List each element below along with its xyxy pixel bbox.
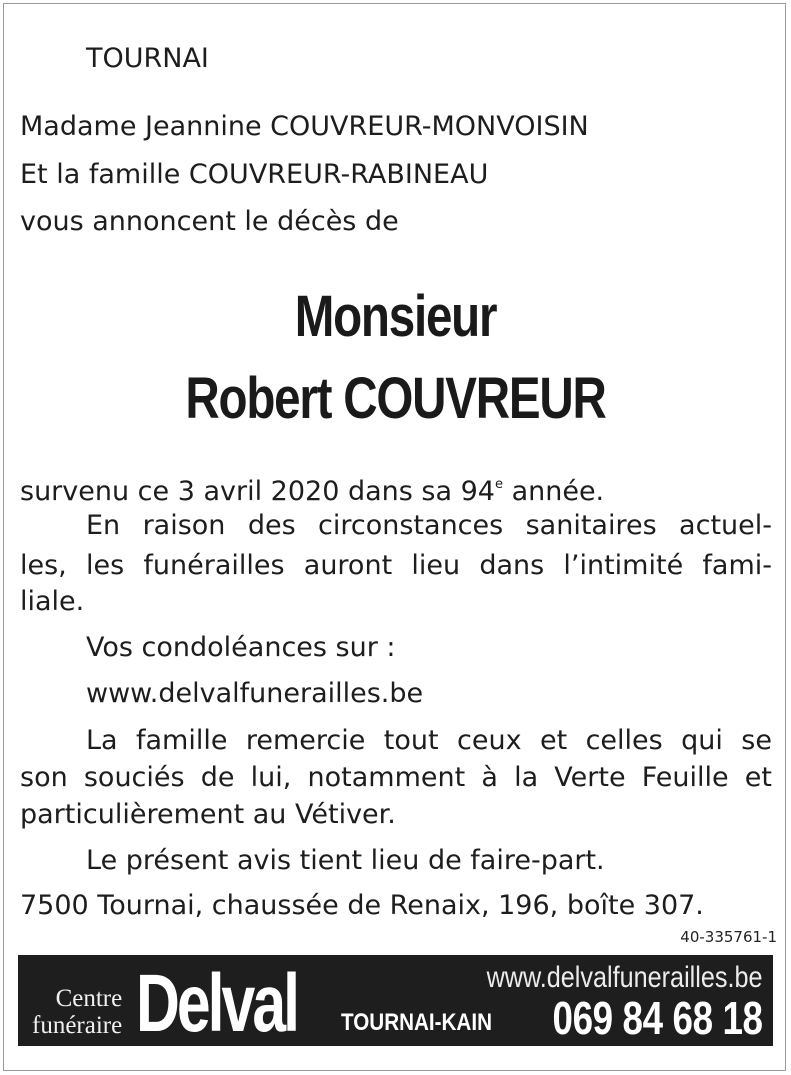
deceased-title: Monsieur — [294, 284, 497, 349]
paragraph1-line-1: En raison des circonstances sanitaires actuel- — [86, 510, 772, 541]
condolences-label: Vos condoléances sur : — [86, 632, 396, 663]
paragraph2-line-1: La famille remercie tout ceux et celles qui se — [86, 725, 772, 756]
paragraph1-line-3: liale. — [20, 586, 85, 617]
paragraph2-line-2: son souciés de lui, notamment à la Verte Feuille et — [20, 762, 772, 793]
condolences-url: www.delvalfunerailles.be — [86, 678, 424, 709]
banner-city: TOURNAI-KAIN — [341, 1009, 492, 1036]
deceased-name: Robert COUVREUR — [185, 366, 606, 431]
centre-funeraire-label — [32, 985, 122, 1039]
announcer-line-1: Madame Jeannine COUVREUR-MONVOISIN — [20, 111, 589, 142]
death-line-suffix: année. — [502, 476, 605, 507]
paragraph2-line-3: particulièrement au Vétiver. — [20, 799, 396, 830]
centre-line-2: funéraire — [32, 1012, 123, 1039]
paragraph1-line-2: les, les funérailles auront lieu dans l’intimité fami- — [20, 550, 772, 581]
city-heading: TOURNAI — [86, 43, 209, 74]
brand-logo: Delval — [136, 958, 298, 1049]
banner-phone: 069 84 68 18 — [552, 992, 763, 1044]
banner-url: www.delvalfunerailles.be — [487, 961, 763, 994]
death-date-line — [20, 468, 772, 509]
death-line-superscript: e — [494, 477, 503, 492]
centre-line-1: Centre — [55, 985, 123, 1012]
address-line: 7500 Tournai, chaussée de Renaix, 196, boîte 307. — [20, 890, 704, 921]
funeral-home-banner — [18, 955, 773, 1049]
reference-number: 40-335761-1 — [680, 928, 777, 946]
announcer-line-3: vous annoncent le décès de — [20, 206, 399, 237]
closing-line: Le présent avis tient lieu de faire-part. — [86, 845, 605, 876]
death-line-prefix: survenu ce 3 avril 2020 dans sa 94 — [20, 476, 495, 507]
announcer-line-2: Et la famille COUVREUR-RABINEAU — [20, 159, 489, 190]
